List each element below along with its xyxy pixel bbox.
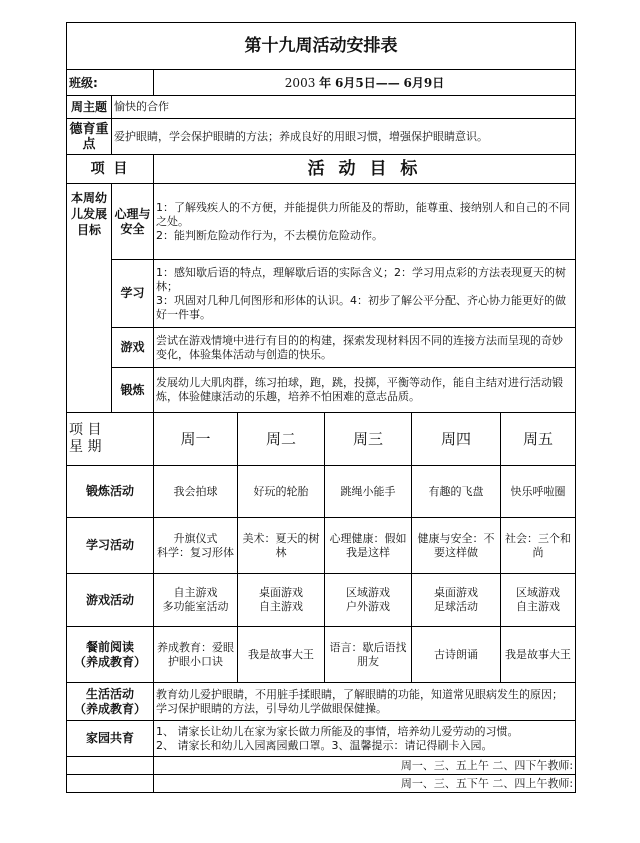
goal-text: 1：感知歇后语的特点，理解歇后语的实际含义；2：学习用点彩的方法表现夏天的树林； 3：巩固对几种几何图形和形体的认识。4：初步了解公平分配、齐心协力能更好的做好一件事。	[154, 260, 576, 328]
life-activity-label: 生活活动 （养成教育）	[67, 683, 154, 721]
activity-cell: 快乐呼啦圈	[501, 466, 576, 518]
activity-cell: 养成教育：爱眼护眼小口诀	[154, 627, 238, 683]
activity-cell: 升旗仪式 科学：复习形体	[154, 518, 238, 574]
activity-cell: 我是故事大王	[238, 627, 325, 683]
signature-line: 周一、三、五上午 二、四下午教师:	[154, 757, 576, 775]
activity-cell: 桌面游戏 足球活动	[412, 574, 501, 627]
schedule-table	[66, 22, 576, 793]
date-range	[154, 70, 576, 96]
signature-line: 周一、三、五下午 二、四上午教师:	[154, 775, 576, 793]
week-theme-value: 愉快的合作	[112, 96, 576, 119]
moral-focus-value: 爱护眼睛，学会保护眼睛的方法；养成良好的用眼习惯，增强保护眼睛意识。	[112, 119, 576, 155]
goal-area: 游戏	[112, 328, 154, 368]
activity-cell: 古诗朗诵	[412, 627, 501, 683]
date-end: 6月9日	[403, 75, 445, 90]
date-year: 2003	[284, 75, 316, 90]
day-header: 周一	[154, 413, 238, 466]
activity-cell: 我是故事大王	[501, 627, 576, 683]
activity-label: 锻炼活动	[67, 466, 154, 518]
day-header: 周四	[412, 413, 501, 466]
activity-cell: 美术：夏天的树林	[238, 518, 325, 574]
goals-goal-header: 活 动 目 标	[154, 155, 576, 184]
home-school-label: 家园共育	[67, 721, 154, 757]
goal-text: 尝试在游戏情境中进行有目的的构建，探索发现材料因不同的连接方法而呈现的奇妙变化，体验集体活动与创造的快乐。	[154, 328, 576, 368]
activity-label: 游戏活动	[67, 574, 154, 627]
goal-area: 心理与安全	[112, 184, 154, 260]
activity-cell: 自主游戏 多功能室活动	[154, 574, 238, 627]
goal-area: 锻炼	[112, 368, 154, 413]
activity-label: 学习活动	[67, 518, 154, 574]
activity-cell: 好玩的轮胎	[238, 466, 325, 518]
activity-cell: 社会：三个和尚	[501, 518, 576, 574]
date-start: 6月5日——	[335, 75, 400, 90]
page-title: 第十九周活动安排表	[67, 23, 576, 70]
moral-focus-label: 德育重点	[67, 119, 112, 155]
activity-cell: 我会拍球	[154, 466, 238, 518]
corner-week: 星 期	[69, 439, 102, 455]
goals-section-label: 本周幼儿发展目标	[67, 184, 112, 413]
activity-cell: 有趣的飞盘	[412, 466, 501, 518]
home-school-text: 1、 请家长让幼儿在家为家长做力所能及的事情，培养幼儿爱劳动的习惯。 2、 请家长和幼儿入园离园戴口罩。3、温馨提示：请记得刷卡入园。	[154, 721, 576, 757]
goals-item-header: 项 目	[67, 155, 154, 184]
activity-cell: 桌面游戏 自主游戏	[238, 574, 325, 627]
goal-text: 1：了解残疾人的不方便，并能提供力所能及的帮助，能尊重、接纳别人和自己的不同之处。 2：能判断危险动作行为，不去模仿危险动作。	[154, 184, 576, 260]
activity-cell: 区域游戏 自主游戏	[501, 574, 576, 627]
week-theme-label: 周主题	[67, 96, 112, 119]
activity-cell: 健康与安全：不要这样做	[412, 518, 501, 574]
day-header: 周二	[238, 413, 325, 466]
activity-cell: 语言：歇后语找朋友	[325, 627, 412, 683]
day-header: 周五	[501, 413, 576, 466]
activity-cell: 区域游戏 户外游戏	[325, 574, 412, 627]
activity-label: 餐前阅读 （养成教育）	[67, 627, 154, 683]
class-label: 班级:	[67, 70, 154, 96]
date-year-suffix: 年	[319, 75, 332, 90]
activity-cell: 跳绳小能手	[325, 466, 412, 518]
activity-cell: 心理健康：假如我是这样	[325, 518, 412, 574]
corner-item: 项 目	[69, 422, 102, 438]
day-header: 周三	[325, 413, 412, 466]
goal-text: 发展幼儿大肌肉群，练习拍球，跑，跳，投掷，平衡等动作，能自主结对进行活动锻炼，体验健康活动的乐趣，培养不怕困难的意志品质。	[154, 368, 576, 413]
schedule-corner-header	[67, 413, 154, 466]
life-activity-text: 教育幼儿爱护眼睛，不用脏手揉眼睛，了解眼睛的功能，知道常见眼病发生的原因；学习保护眼睛的方法，引导幼儿学做眼保健操。	[154, 683, 576, 721]
goal-area: 学习	[112, 260, 154, 328]
